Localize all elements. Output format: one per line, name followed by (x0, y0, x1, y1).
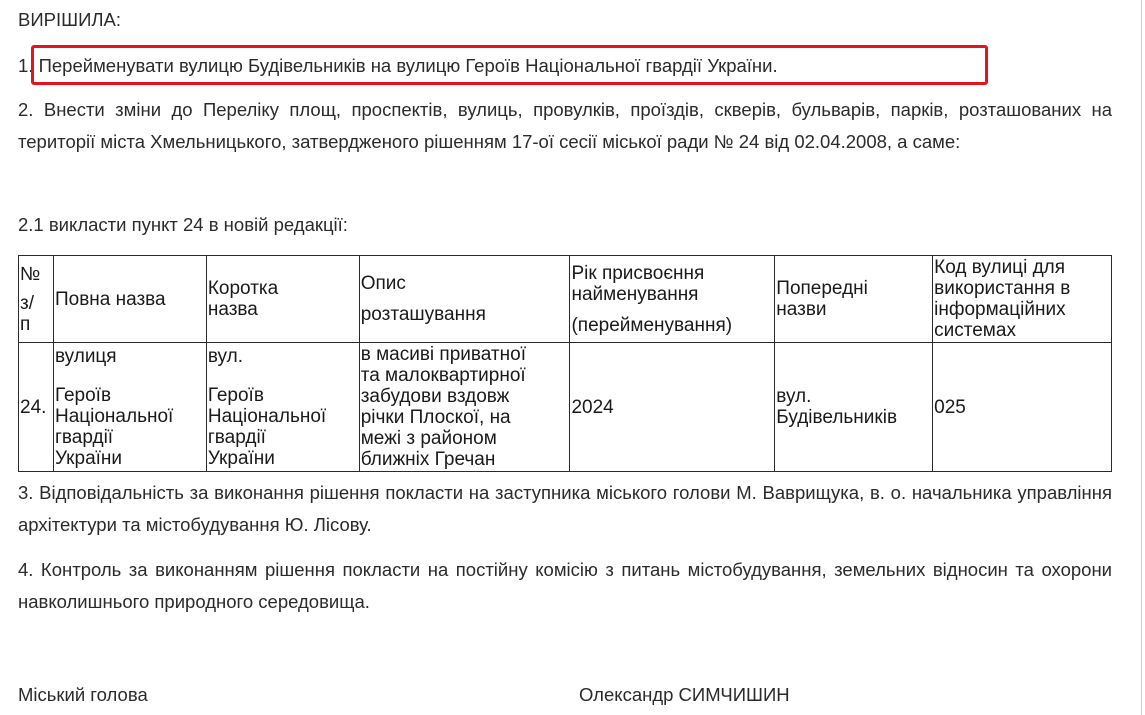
item-3-responsibility: 3. Відповідальність за виконання рішення покласти на заступника міського голови М. Ваврищука, в. о. начальника управління архітектури та містобудування Ю. Лісову. (18, 482, 1112, 535)
header-short-name: Коротка назва (206, 256, 359, 343)
header-full-name: Повна назва (53, 256, 206, 343)
page-edge-divider (1141, 0, 1142, 715)
header-location: Опис розташування (359, 256, 570, 343)
item-2-1-subpoint: 2.1 викласти пункт 24 в новій редакції: (18, 214, 348, 235)
cell-year: 2024 (570, 343, 775, 472)
cell-short-name: вул. Героїв Національної гвардії України (206, 343, 359, 472)
cell-full-name: вулиця Героїв Національної гвардії України (53, 343, 206, 472)
table-row (19, 343, 1112, 472)
cell-street-code: 025 (933, 343, 1112, 472)
decided-heading: ВИРІШИЛА: (18, 9, 121, 30)
item-1-rename: 1. Перейменувати вулицю Будівельників на вулицю Героїв Національної гвардії України. (18, 55, 778, 76)
table-header-row (19, 256, 1112, 343)
header-street-code: Код вулиці для використання в інформаційних системах (933, 256, 1112, 343)
header-previous-names: Попередні назви (775, 256, 933, 343)
mayor-title: Міський голова (18, 684, 148, 705)
cell-location: в масиві приватної та малоквартирної забудови вздовж річки Плоскої, на межі з районом ближніх Гречан (359, 343, 570, 472)
item-2-amendments: 2. Внести зміни до Переліку площ, проспектів, вулиць, провулків, проїздів, скверів, бульварів, парків, розташованих на території міста Хмельницького, затвердженого рішенням 17-ої сесії міської ради № 24 від 02.04.2008, а саме: (18, 99, 1112, 152)
street-table (18, 255, 1112, 472)
cell-number: 24. (19, 343, 54, 472)
header-year: Рік присвоєння найменування (перейменування) (570, 256, 775, 343)
item-4-control: 4. Контроль за виконанням рішення покласти на постійну комісію з питань містобудування, земельних відносин та охорони навколишнього природного середовища. (18, 559, 1112, 612)
cell-previous-names: вул. Будівельників (775, 343, 933, 472)
mayor-name: Олександр СИМЧИШИН (579, 684, 790, 705)
red-highlight-box (31, 45, 988, 85)
header-number: № з/ п (19, 256, 54, 343)
